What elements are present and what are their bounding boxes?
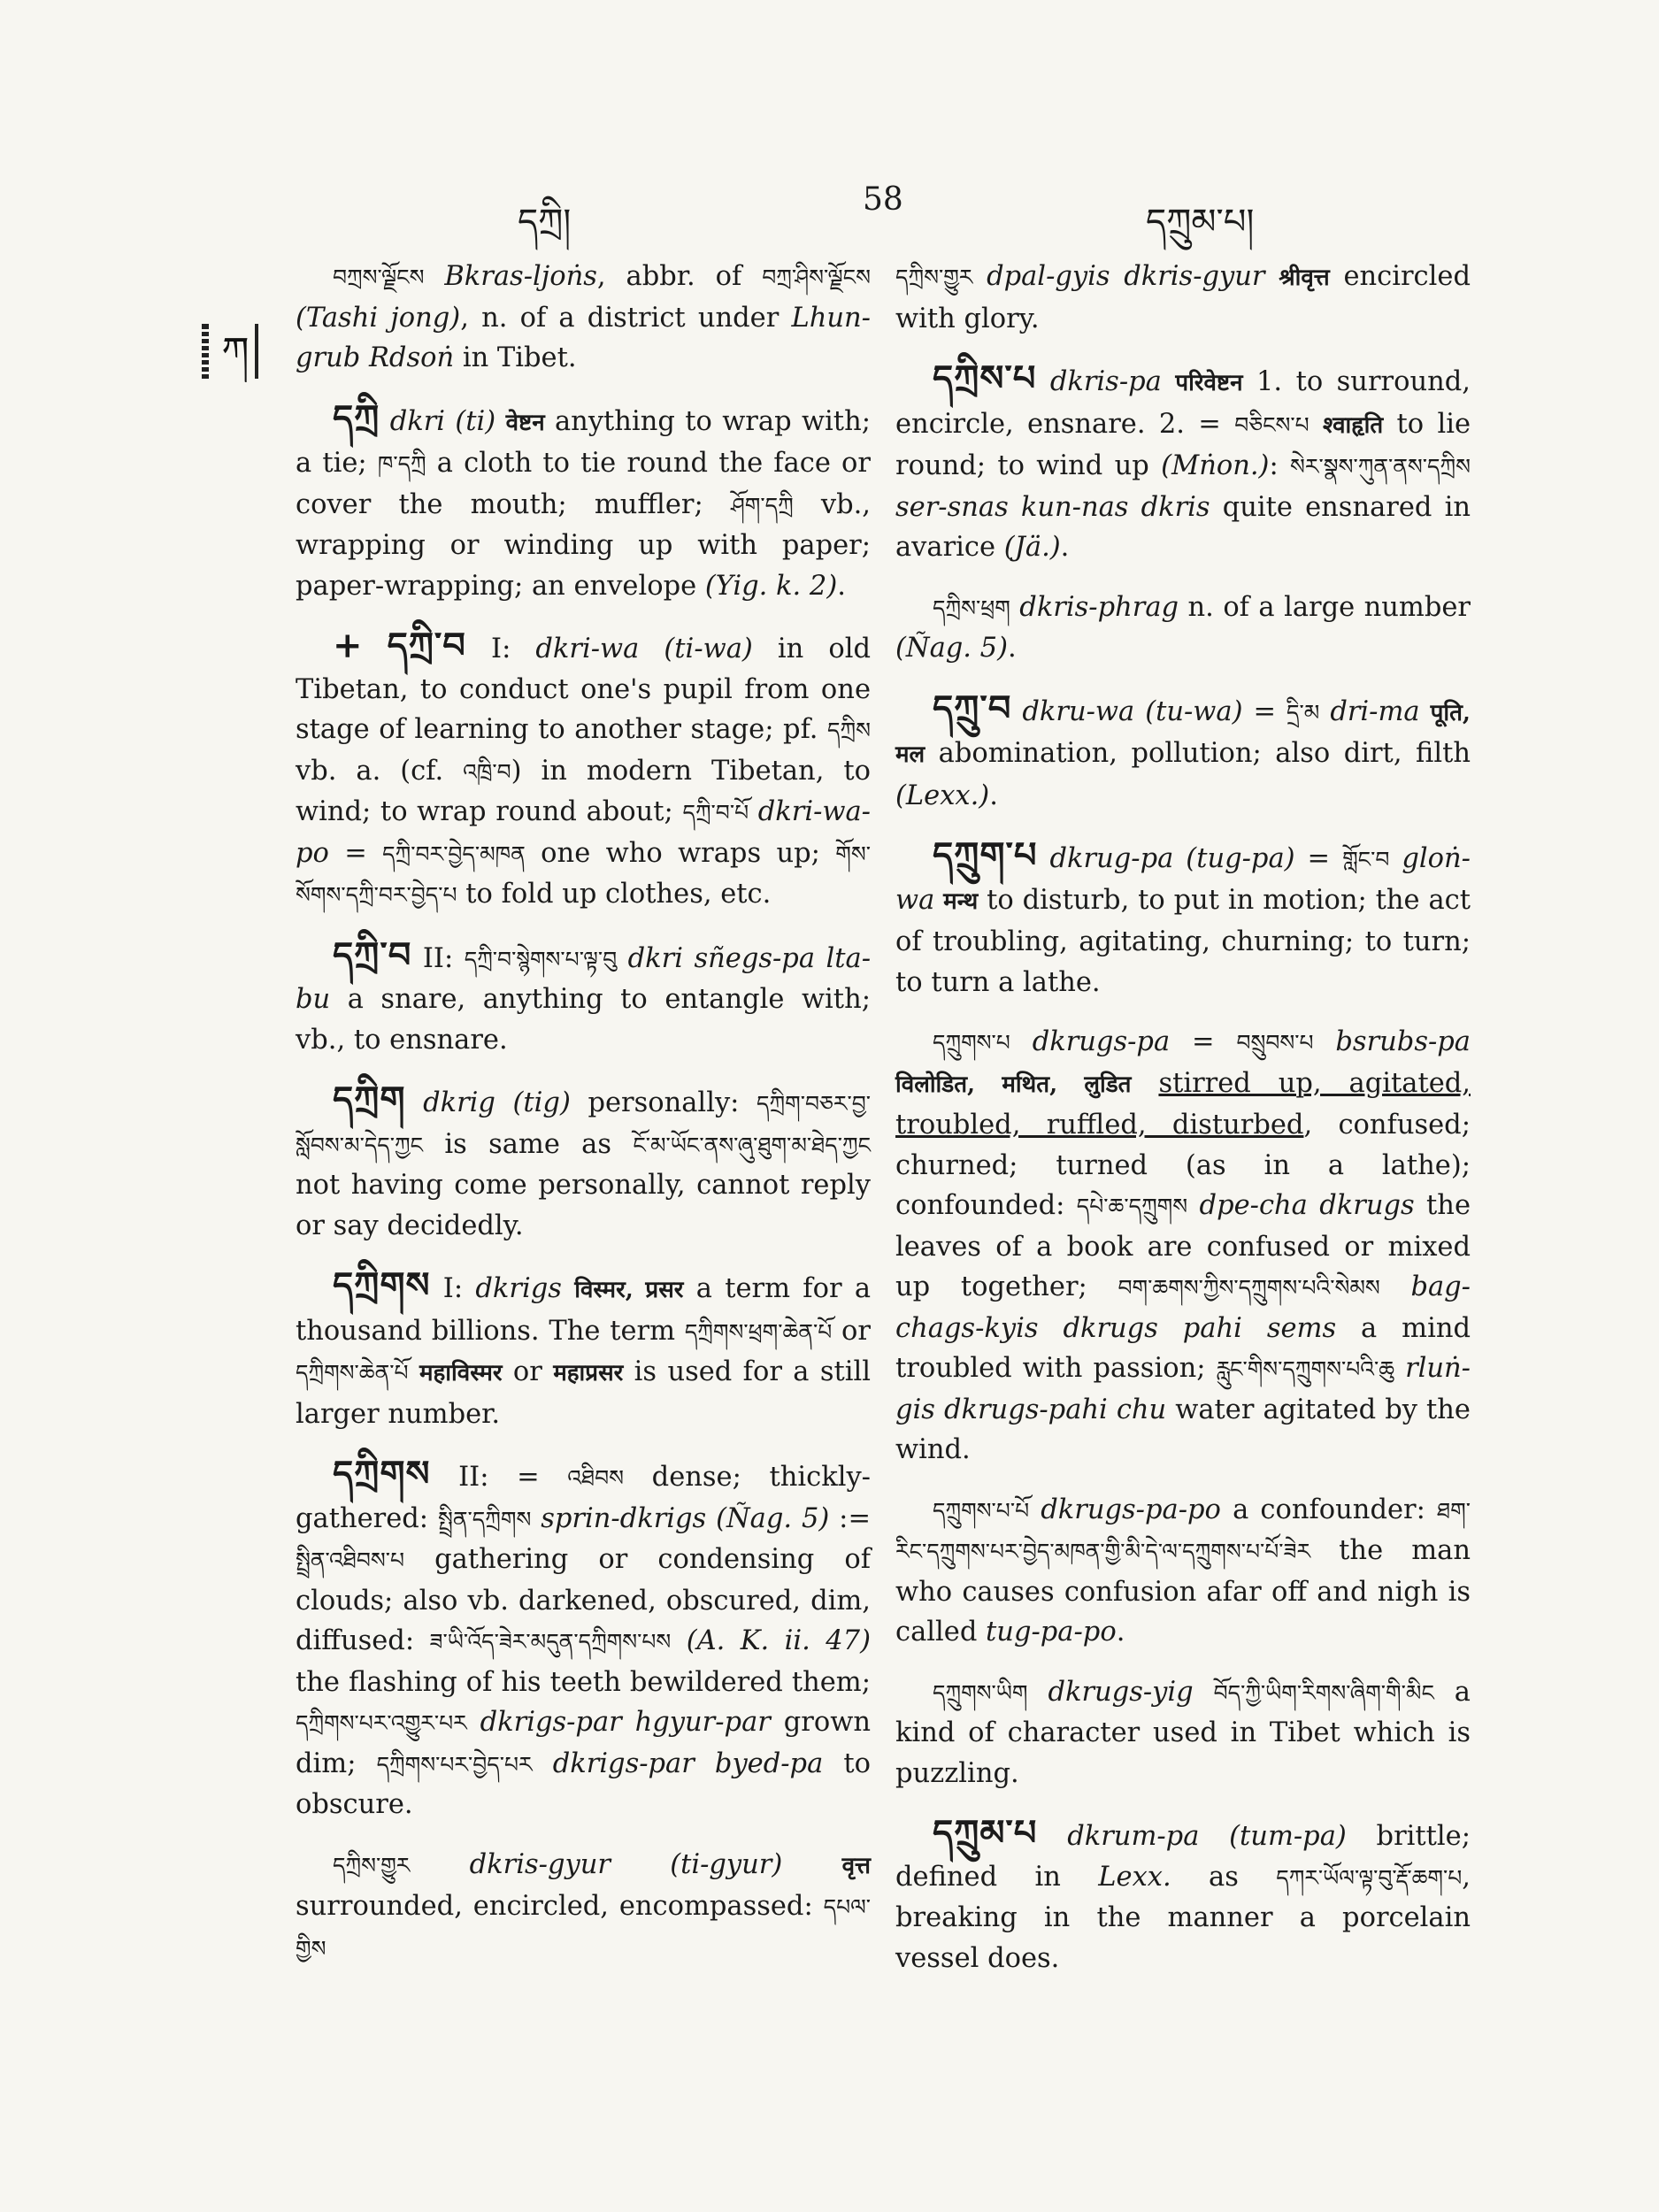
definition-text: the man who causes confusion afar off and nigh is called [895,1535,1471,1647]
dictionary-entry [895,1022,1471,1471]
romanization: dkris-gyur (ti-gyur) [469,1848,783,1880]
tibetan-text: འཐིབས [567,1465,625,1491]
definition-text [1036,366,1049,397]
tibetan-text: འཁྲི་བ [463,758,511,785]
definition-text [1265,261,1279,292]
tibetan-text: དཔེ་ཆ་དཀྲུགས [1076,1194,1188,1219]
tibetan-text: དཔལ་གྱིས [296,1894,871,1962]
definition-text: II: = [430,1462,568,1493]
sanskrit-equivalent: पूति, मल [895,699,1471,768]
sanskrit-equivalent: परिवेष्टन [1175,370,1243,396]
tibetan-text: གོས་སོགས་དཀྲི་བར་བྱེད་པ [296,841,871,908]
romanization: dkrum-pa (tum-pa) [1067,1821,1347,1852]
definition-text: a confounder: [1220,1494,1438,1525]
tibetan-text: དཀྲིས་གྱུར [333,1852,411,1878]
romanization: (Tashi jong) [296,302,461,334]
definition-text: to lie round; to wind up [895,408,1471,481]
tibetan-text: དཀྲིགས་པར་བྱེད་པར [376,1751,533,1778]
romanization: ser-snas kun-nas dkris [895,491,1210,523]
definition-text: I: [430,1273,476,1304]
definition-text: quite ensnared in avarice [895,491,1471,563]
definition-text: , confused; churned; turned (as in a lathe); confounded: [895,1110,1471,1221]
tibetan-text: བཀྲ་ཤིས་ལྗོངས [762,265,871,290]
sanskrit-equivalent: श्रीवृत्त [1279,265,1330,291]
definition-text: anything to wrap with; a tie; [296,405,871,479]
definition-text: , abbr. of [596,261,763,292]
dictionary-entry [895,835,1471,1002]
underlined-definition: stirred up, agitated, troubled, ruffled, disturbed [895,1067,1471,1141]
definition-text [562,1273,574,1304]
definition-text: a cloth to tie round the face or cover the mouth; muffler; [296,448,871,520]
right-column [895,257,1471,1998]
romanization: dkrugs-yig [1048,1676,1194,1708]
definition-text [617,943,628,974]
dictionary-entry [296,626,871,916]
tibetan-text: ཟ་ཡི་འོད་ཟེར་མདུན་དཀྲིགས་པས [429,1629,672,1655]
definition-text: surrounded, encircled, encompassed: [296,1891,824,1922]
romanization: dpe-cha dkrugs [1199,1190,1415,1221]
thumb-index-icon [200,320,262,382]
dictionary-entry [296,1265,871,1434]
tibetan-text: སྤྲིན་འཐིབས་པ [296,1548,405,1573]
dictionary-entry [296,1454,871,1825]
definition-text: not having come personally, cannot reply or say decidedly. [296,1170,871,1241]
definition-text: , breaking in the manner a porcelain vessel does. [895,1861,1471,1974]
romanization: bag-chags-kyis dkrugs pahi sems [895,1271,1471,1344]
definition-text: . [1060,532,1070,563]
definition-text [1380,1271,1411,1302]
entry-headword: དཀྲུམ་པ [933,1812,1038,1854]
left-running-headword: དཀྲི། [518,202,572,242]
entry-headword: དཀྲིགས [333,1453,431,1494]
entry-headword: དཀྲི [333,396,380,439]
definition-text [1028,1677,1048,1708]
entry-marker: + [333,625,363,666]
definition-text: a mind troubled with passion; [895,1312,1471,1384]
tibetan-text: བཅིངས་པ [1234,411,1310,438]
tibetan-text: དཀྲུགས་ཡིག [933,1679,1028,1706]
definition-text: encircled with glory. [895,261,1471,334]
definition-text: in Tibet. [454,342,577,373]
definition-text [1319,696,1330,727]
tibetan-text: དཀྲིག་བཅར་བྱ་སློབས་མ་དེད་ཀྱང [296,1091,871,1158]
page-number: 58 [863,181,903,218]
entry-headword: དཀྲུག་པ [933,834,1038,876]
sanskrit-equivalent: मन्थ [943,887,979,915]
definition-text: to disturb, to put in motion; the act of troubling, agitating, churning; to turn; to turn a lathe. [895,884,1471,998]
definition-text: gathering or condensing of clouds; also vb. darkened, obscured, dim, diffused: [296,1544,871,1656]
definition-text [1038,843,1050,874]
dictionary-entry [895,257,1471,339]
romanization: (Lexx.) [895,780,990,811]
definition-text: as [1171,1861,1277,1893]
definition-text: . [989,780,998,811]
romanization: Bkras-ljoṅs [424,261,597,292]
tibetan-text: རླུང་གིས་དཀྲུགས་པའི་ཆུ [1216,1356,1395,1382]
tibetan-text: དྲི་མ [1286,699,1320,726]
tibetan-text: དཀྲི་བ་པོ [682,800,749,826]
sanskrit-equivalent: वृत्त [841,1852,871,1879]
definition-text [934,885,943,916]
tibetan-text: དཀྲུགས་པ [933,1030,1010,1056]
definition-text: a kind of character used in Tibet which is puzzling. [895,1676,1471,1789]
right-running-headword: དཀྲུམ་པ། [1146,202,1255,242]
definition-text [1010,1026,1033,1057]
tibetan-text: དཀྲིགས་པར་འགྱུར་པར [296,1710,467,1736]
tibetan-text: བག་ཆགས་ཀྱིས་དཀྲུགས་པའི་སེམས [1118,1275,1380,1301]
definition-text: . [1008,633,1017,664]
dictionary-entry [895,358,1471,568]
definition-text [531,1503,541,1534]
romanization: sprin-dkrigs (Ñag. 5) [541,1502,830,1534]
romanization: dkrugs-pa [1032,1026,1171,1057]
definition-text: is same as [423,1128,634,1160]
definition-text [405,1087,423,1118]
definition-text: . [837,570,846,602]
tibetan-text: དཀར་ཡོལ་ལྟ་བུ་རྡོ་ཆག་པ [1276,1864,1463,1891]
definition-text [410,1849,469,1880]
definition-text [671,1625,686,1656]
romanization: rluṅ-gis dkrugs-pahi chu [895,1353,1471,1425]
definition-text: water agitated by the wind. [895,1394,1471,1465]
entry-headword: དཀྲི་བ [333,933,412,976]
dictionary-entry [296,1079,871,1246]
sanskrit-equivalent: विलोडित, मथित, लुडित [895,1071,1132,1098]
definition-text [1011,696,1022,727]
entry-headword: དཀྲུ་བ [933,687,1012,729]
romanization: gloṅ-wa [895,843,1471,916]
tibetan-text: དཀྲིས [827,718,871,743]
definition-text [1310,409,1323,440]
definition-text: = [1242,695,1287,727]
romanization: dkris-pa [1049,366,1162,397]
romanization: Lhun-grub Rdsoṅ [296,302,871,373]
dictionary-entry [895,588,1471,669]
romanization: Lexx. [1098,1861,1171,1893]
definition-text [1194,1677,1214,1708]
romanization: bsrubs-pa [1335,1026,1471,1057]
definition-text: grown dim; [296,1707,871,1779]
tibetan-text: དཀྲིགས་ཕྲག་ཆེན་པོ [684,1318,833,1345]
definition-text: 1. to surround, encircle, ensnare. 2. = [895,366,1471,440]
romanization: (A. K. ii. 47) [686,1625,871,1656]
definition-text: := [829,1502,871,1534]
romanization: dkrigs-par hgyur-par [480,1707,771,1738]
tibetan-text: སྤྲིན་དཀྲིགས [437,1506,532,1532]
romanization: dkrigs [475,1273,562,1304]
tibetan-text: ཤོག་དཀྲི [730,492,794,518]
romanization: dkrugs-pa-po [1041,1494,1221,1525]
dictionary-entry [296,398,871,607]
sanskrit-equivalent: विस्मर, प्रसर [574,1277,684,1303]
definition-text: = [1294,843,1343,874]
tibetan-text: ངོ་མ་ཡོང་ནས་ཞུ་ཐུག་མ་ཐེད་ཀྱང [633,1132,871,1158]
definition-text: in old Tibetan, to conduct one's pupil from one stage of learning to another stage; pf. [296,634,871,745]
definition-text: brittle; defined in [895,1821,1471,1893]
definition-text: dense; thickly-gathered: [296,1462,871,1534]
romanization: (Yig. k. 2) [704,570,838,602]
romanization: dri-ma [1330,695,1420,727]
definition-text: vb., wrapping or winding up with paper; paper-wrapping; an envelope [296,488,872,602]
definition-text [1029,1494,1041,1525]
definition-text [380,406,389,437]
entry-headword: དཀྲི་བ [387,625,466,666]
definition-text: the flashing of his teeth bewildered them; [296,1666,871,1698]
definition-text: one who wraps up; [525,837,836,869]
sanskrit-equivalent: महाप्रसर [553,1360,624,1386]
sanskrit-equivalent: श्वाहृति [1323,411,1384,439]
romanization: dkru-wa (tu-wa) [1022,695,1243,727]
definition-text: n. of a large number [1179,591,1471,623]
definition-text: is used for a still larger number. [296,1356,871,1430]
romanization: (Ñag. 5) [895,633,1008,664]
definition-text [409,1356,419,1387]
romanization: dkri-wa (ti-wa) [535,634,753,664]
definition-text: a term for a thousand billions. The term [296,1273,872,1347]
tibetan-text: དཀྲིགས་ཆེན་པོ [296,1360,409,1386]
definition-text [1187,1190,1199,1221]
entry-headword: དཀྲིག [333,1079,406,1120]
dictionary-entry [895,688,1471,817]
entry-headword: དཀྲིས་པ [933,357,1037,399]
definition-text: . [1116,1617,1125,1647]
tibetan-text: དཀྲི་བར་བྱེད་མཁན [382,841,526,867]
tibetan-text: བསྲུབས་པ [1236,1030,1314,1056]
tibetan-text: བཀྲས་ལྗོངས [333,265,425,290]
definition-text [749,796,758,827]
thumb-index-label: ཀ [221,329,250,374]
dictionary-entry [296,1845,871,1970]
romanization: (Jä.) [1003,532,1061,563]
sanskrit-equivalent: वेष्टन [505,409,545,436]
tibetan-text: དཀྲུགས་པ་པོ [933,1497,1030,1524]
romanization: dkrug-pa (tug-pa) [1049,843,1295,874]
definition-text [782,1849,841,1880]
romanization: tug-pa-po [986,1617,1117,1647]
dictionary-entry [895,1813,1471,1978]
definition-text [1010,592,1019,623]
definition-text: I: [465,634,536,664]
tibetan-text: དཀྲི་བ་སྙེགས་པ་ལྟ་བུ [464,946,618,972]
definition-text: ) in modern Tibetan, to wind; to wrap round about; [296,755,871,827]
definition-text: = [328,837,383,869]
dictionary-entry [895,1490,1471,1653]
definition-text [495,406,505,437]
romanization: dkris-phrag [1019,591,1179,623]
definition-text: a snare, anything to entangle with; vb., to ensnare. [296,984,871,1056]
dictionary-entry [296,257,871,379]
romanization: dpal-gyis dkris-gyur [987,261,1265,292]
definition-text [467,1707,480,1738]
definition-text: or [832,1315,871,1347]
definition-text: the leaves of a book are confused or mixed up together; [895,1190,1471,1302]
definition-text: , n. of a district under [460,302,792,334]
definition-text: or [502,1356,554,1387]
definition-text [1162,366,1175,397]
definition-text [1420,696,1431,727]
dictionary-entry [895,1672,1471,1794]
definition-text [972,261,987,292]
definition-text: = [1170,1026,1237,1057]
romanization: (Mṅon.) [1161,450,1270,481]
definition-text: personally: [570,1087,757,1118]
romanization: dkrigs-par byed-pa [552,1747,824,1779]
definition-text [1394,1353,1405,1384]
romanization: dkri-wa-po [296,796,871,869]
romanization: dkrig (tig) [423,1087,571,1118]
tibetan-text: ཐག་རིང་དཀྲུགས་པར་བྱེད་མཁན་གྱི་མི་དེ་ལ་དཀྲུགས་པ་པོ་ཟེར [895,1497,1471,1564]
definition-text: II: [411,942,465,974]
entry-headword: དཀྲིགས [333,1264,431,1306]
tibetan-text: དཀྲིས་གྱུར [895,265,973,290]
dictionary-entry [296,935,871,1061]
left-column [296,257,871,1988]
definition-text: : [1269,450,1291,481]
definition-text [1132,1068,1159,1099]
tibetan-text: གློང་བ [1342,847,1390,872]
definition-text [1389,843,1402,874]
tibetan-text: དཀྲིས་ཕྲག [933,595,1010,621]
definition-text [1037,1821,1067,1852]
tibetan-text: སེར་སྣས་ཀུན་ནས་དཀྲིས [1290,454,1471,480]
tibetan-text: བོད་ཀྱི་ཡིག་རིགས་ཞིག་གི་མིང [1213,1679,1434,1706]
tibetan-text: ཁ་དཀྲི [377,451,426,477]
page-header [0,181,1659,242]
definition-text [1314,1026,1336,1057]
definition-text: abomination, pollution; also dirt, filth [925,738,1471,769]
definition-text: to obscure. [296,1747,871,1820]
romanization: dkri sñegs-pa lta-bu [296,942,871,1015]
romanization: dkri (ti) [389,405,496,437]
definition-text [533,1748,553,1779]
definition-text [363,634,388,664]
definition-text: vb. a. (cf. [296,755,464,787]
sanskrit-equivalent: महाविस्मर [419,1360,503,1386]
definition-text: to fold up clothes, etc. [457,879,772,910]
